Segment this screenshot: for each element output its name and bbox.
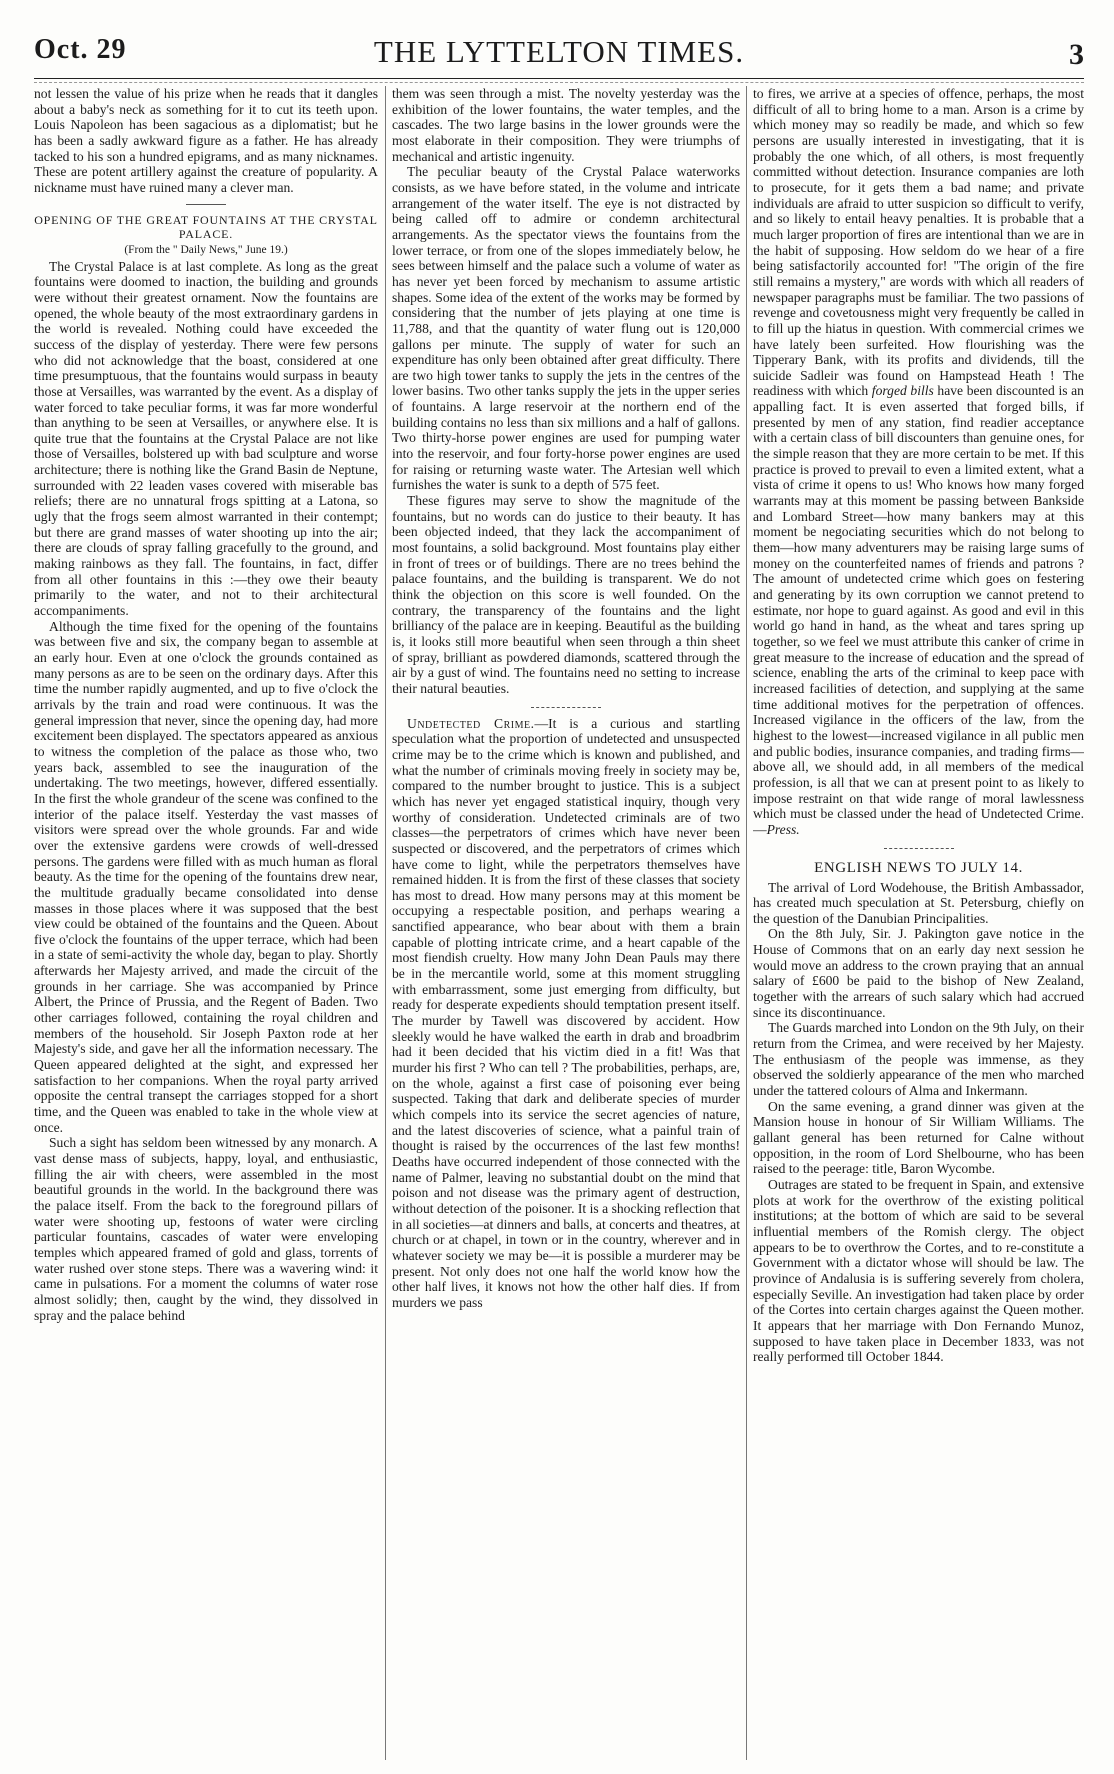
masthead-rule [34,78,1084,79]
column-1 [34,86,378,1760]
crime-article-text: have been discounted is an appalling fact. It is even asserted that forged bills, if presented by men of any station, find readier acceptance with a certain class of bill discounters than genuine ones, for the simple reason that they are more certain to be met. If this practice is proved to prevail to even a limited extent, what a vista of crime it opens to us! Who knows how many forged warrants may at this moment be passing between Bankside and Lombard Street—how many bankers may at this moment be negociating securities which do not belong to them—how many adventurers may be raising large sums of money on the counterfeited names of friends and patrons ? The amount of undetected crime which goes on festering and generating by its own corruption we cannot pretend to estimate, nor hope to guard against. As good and evil in this world go hand in hand, as the wheat and tares spring up together, so we feel we must attribute this canker of crime in great measure to the increase of education and the spread of science, enabling the arts of the criminal to keep pace with increased facilities of detection, and supplying at the same time additional motives for the perpetration of offences. Increased vigilance in the officers of the law, from the highest to the lowest—increased vigilance in all public men and public bodies, insurance companies, and trading firms—above all, we should add, in all members of the medical profession, is all that we can at present point to as likely to impose restraint on that wide range of moral lawlessness which must be classed under the head of Undetected Crime.— [753,383,1084,837]
article-paragraph: These figures may serve to show the magnitude of the fountains, but no words can do justice to their beauty. It has been objected indeed, that they lack the accompaniment of most fountains, a solid background. Most fountains play either in front of trees or of buildings. There are no trees behind the palace fountains, and the building is transparent. We do not think the objection on this score is well founded. On the contrary, the transparency of the fountains and the light brilliancy of the palace are in keeping. Beautiful as the building is, it looks still more beautiful when seen through a thin sheet of spray, brilliant as powdered diamonds, scattered through the air by a gust of wind. The fountains need no setting to increase their natural beauties. [392,493,740,696]
article-paragraph: Such a sight has seldom been witnessed by any monarch. A vast dense mass of subjects, happy, loyal, and enthusiastic, filling the air with cheers, were assembled in the most beautiful grounds in the world. In the background there was the palace itself. From the back to the foreground pillars of water were shooting up, festoons of water were circling particular fountains, cascades of water were enveloping temples which appeared framed of gold and glass, torrents of water rushed over stone steps. There was a wavering wind: it came in pulsations. For a moment the columns of water rose almost solidly; then, caught by the wind, they dissolved in spray and the palace behind [34,1135,378,1323]
news-paragraph: The arrival of Lord Wodehouse, the British Ambassador, has created much speculation at St. Petersburg, chiefly on the question of the Danubian Principalities. [753,879,1084,926]
article-continuation: not lessen the value of his prize when he reads that it dangles about a baby's neck as something for it to cut its teeth upon. Louis Napoleon has been sagacious as a diplomatist; but he has been a sadly awkward figure as a father. He has already tacked to his son a hundred epigrams, and as many nicknames. These are potent artillery against the creature of popularity. A nickname must have ruined many a clever man. [34,86,378,195]
issue-date: Oct. 29 [34,34,127,65]
article-paragraph: Although the time fixed for the opening of the fountains was between five and six, the company began to assemble at an early hour. Even at one o'clock the grounds contained as many persons as are to be seen on the ordinary days. After this time the number rapidly augmented, and up to five o'clock the arrivals by the train and road were continuous. It was the general impression that never, since the opening day, had more excitement been displayed. The spectators appeared as anxious to witness the completion of the palace as those who, two years back, assembled to see the inauguration of the undertaking. The two meetings, however, differed essentially. In the first the whole grandeur of the scene was confined to the interior of the palace itself. Yesterday the vast masses of visitors were spread over the whole grounds. Far and wide over the extensive gardens were crowds of well-dressed persons. The gardens were filled with as much human as floral beauty. As the time for the opening of the fountains drew near, the multitude gradually became consolidated into dense masses in those places where it was supposed that the best view could be obtained of the fountains and the Queen. About five o'clock the fountains of the upper terrace, which had been in a state of semi-activity the whole day, began to play. Shortly afterwards her Majesty arrived, and made the circuit of the grounds in her carriage. She was accompanied by Prince Albert, the Prince of Prussia, and the Regent of Baden. Two other carriages followed, containing the royal children and members of the household. Sir Joseph Paxton rode at her Majesty's side, and gave her all the information necessary. The Queen appeared delighted at the sight, and expressed her satisfaction to her companions. When the royal party arrived opposite the central transept the carriages stopped for a short time, and the Queen was enabled to take in the whole view at once. [34,618,378,1135]
newspaper-title: THE LYTTELTON TIMES. [373,34,745,69]
news-paragraph: On the same evening, a grand dinner was given at the Mansion house in honour of Sir William Williams. The gallant general has been returned for Calne without opposition, in the room of Lord Shelbourne, who has been raised to the peerage: title, Baron Wycombe. [753,1098,1084,1177]
column-divider [385,86,386,1760]
article-paragraph: The Crystal Palace is at last complete. As long as the great fountains were doomed to inaction, the building and grounds were without their greatest ornament. Now the fountains are opened, the whole beauty of the most extraordinary gardens in the world is revealed. Nothing could have exceeded the success of the display of yesterday. There were few persons who did not acknowledge that the boast, considered at one time presumptuous, that the fountains would surpass in beauty those at Versailles, was warranted by the event. As a display of water forced to take peculiar forms, it was far more wonderful than anything to be seen at Versailles, or anywhere else. It is quite true that the fountains at the Crystal Palace are not like those of Versailles, bolstered up with bad sculpture and worse architecture; there is nothing like the Grand Basin de Neptune, surrounded with 22 leaden vases covered with miserable bas reliefs; there are no unnatural frogs spitting at a Latona, so ugly that the frogs seem almost warranted in their contempt; but there are grand masses of water shooting up into the air; there are clouds of spray falling gracefully to the ground, and making rainbows as they fall. The fountains, in fact, differ from all other fountains in this :—they owe their beauty primarily to the water, and not to their architectural accompaniments. [34,258,378,619]
article-separator [531,707,601,708]
news-section-heading: ENGLISH NEWS TO JULY 14. [814,859,1023,876]
masthead [34,34,1084,78]
column-divider [746,86,747,1760]
crime-article-title: Undetected Crime. [407,715,535,731]
press-credit: Press. [766,821,800,837]
article-separator [186,204,226,205]
column-2 [392,86,740,1760]
article-byline: (From the " Daily News," June 19.) [124,243,288,256]
news-paragraph: Outrages are stated to be frequent in Spain, and extensive plots at work for the overthrow of the existing political institutions; at the bottom of which are said to be several influential members of the Romish clergy. The object appears to be to overthrow the Cortes, and to re-constitute a Government with a dictator whose will should be law. The province of Andalusia is is suffering severely from cholera, especially Seville. An investigation had taken place by order of the Cortes into certain charges against the Queen mother. It appears that her marriage with Don Fernando Munoz, supposed to have taken place in December 1833, was not really performed till October 1844. [753,1176,1084,1365]
article-paragraph: The peculiar beauty of the Crystal Palace waterworks consists, as we have before stated, in the volume and intricate arrangement of the water itself. The eye is not distracted by being called off to admire or condemn architectural arrangements. As the spectator views the fountains from the lower terrace, or from one of the slopes immediately below, he sees between himself and the palace such a volume of water as has never yet been forced by mechanism to assume artistic shapes. Some idea of the extent of the works may be formed by considering that the number of jets playing at one time is 11,788, and that the quantity of water flung out is 120,000 gallons per minute. The supply of water for such an expenditure has only been obtained after great difficulty. There are two high tower tanks to supply the jets in the centres of the lower basins. Two other tanks supply the jets in the upper series of fountains. A large reservoir at the northern end of the building contains no less than six millions and a half of gallons. Two thirty-horse power engines are used for pumping water into the reservoir, and four forty-horse power engines are used for raising or returning waste water. The Artesian well which furnishes the water is sunk to a depth of 575 feet. [392,164,740,493]
news-paragraph: The Guards marched into London on the 9th July, on their return from the Crimea, and were received by her Majesty. The enthusiasm of the people was immense, as they observed the soldierly appearance of the men who marched under the tattered colours of Alma and Inkermann. [753,1020,1084,1099]
news-paragraph: On the 8th July, Sir. J. Pakington gave notice in the House of Commons that on an early day next session he would move an address to the crown praying that an annual salary of £600 be paid to the bishop of New Zealand, together with the arrears of such salary which had accrued since its discontinuance. [753,926,1084,1020]
forged-bills-phrase: forged bills [871,383,934,399]
masthead-rule-secondary [34,82,1084,83]
article-heading: OPENING OF THE GREAT FOUNTAINS AT THE CRYSTAL PALACE. [34,212,378,241]
column-3 [753,86,1084,1760]
article-paragraph [753,86,1084,838]
article-paragraph: them was seen through a mist. The novelty yesterday was the exhibition of the lower fountains, the water temples, and the cascades. The two large basins in the lower grounds were the most elaborate in their composition. They were triumphs of mechanical and artistic ingenuity. [392,86,740,164]
crime-article-text: to fires, we arrive at a species of offence, perhaps, the most difficult of all to bring home to a man. Arson is a crime by which money may so readily be made, and which so few persons are usually interested in investigating, that it is probably the one which, of all others, is most frequently committed without detection. Insurance companies are loth to prosecute, for it gets them a bad name; and private individuals are afraid to utter suspicion so difficult to verify, and so likely to entail heavy penalties. It is probable that a much larger proportion of fires are intentional than we are in the habit of supposing. How seldom do we hear of a fire being satisfactorily accounted for! "The origin of the fire still remains a mystery," are words with which all readers of newspaper paragraphs must be familiar. The two passions of revenge and covetousness might very frequently be called in to fill up the hiatus in question. With commercial crimes we have lately been surfeited. How flourishing was the Tipperary Bank, with its profits and dividends, till the suicide Sadleir was found on Hampstead Heath ! The readiness with which [753,86,1084,399]
page-number: 3 [1069,38,1084,71]
crime-article-text: —It is a curious and startling speculation what the proportion of undetected and unsuspected crime may be to the crime which is known and published, and what the number of criminals moving freely in society may be, compared to the number brought to justice. This is a subject which has never yet engaged statistical inquiry, though very worthy of consideration. Undetected criminals are of two classes—the perpetrators of crimes which have never been suspected or discovered, and the perpetrators of crimes which have come to light, while the perpetrators themselves have remained hidden. It is from the first of these classes that society has most to dread. How many persons may at this moment be occupying a respectable position, and perhaps wearing a sanctified appearance, who bear about with them a brain capable of plotting intricate crime, and a heart capable of the most fiendish cruelty. How many John Dean Pauls may there be in the mercantile world, some at this moment struggling with embarrassment, some just emerging from difficulty, but ready for desperate expedients should temptation present itself. The murder by Tawell was discovered by accident. How sleekly would he have walked the earth in drab and broadbrim had it been decided that his victim died in a fit! Was that murder his first ? Who can tell ? The probabilities, perhaps, are, on the whole, against a first case of poisoning ever being suspected. Taking that dark and deliberate species of murder which compels into its service the secret agencies of nature, and the latest discoveries of science, what a painful train of thought is raised by the occurrences of the last few months! Deaths have occurred independent of those connected with the name of Palmer, leaving no substantial doubt on the mind that poison and not disease was the primary agent of destruction, without detection of the poisoner. It is a shocking reflection that in all societies—at dinners and balls, at concerts and theatres, at church or at chapel, in town or in the country, wherever and in whatever society we may be—it is possible a murderer may be present. Not only does not one half the world know how the other half lives, it knows not how the other half dies. If from murders we pass [392,715,740,1310]
article-separator [884,848,954,849]
article-paragraph [392,716,740,1311]
